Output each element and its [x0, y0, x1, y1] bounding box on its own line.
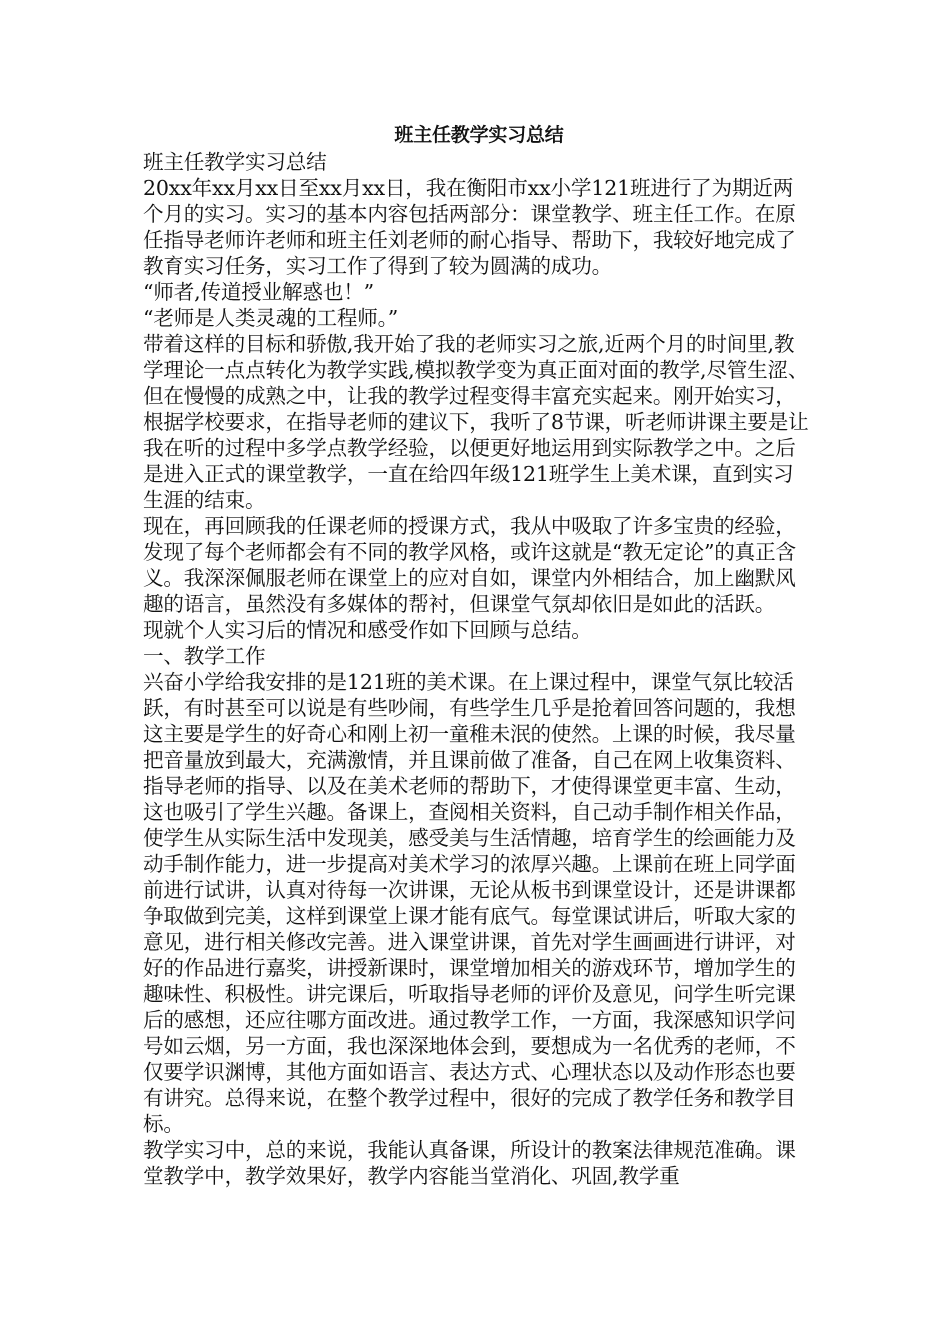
section-heading-teaching: 一、教学工作 [143, 644, 266, 668]
paragraph-quote-2: “老师是人类灵魂的工程师。” [143, 306, 399, 330]
paragraph-quote-1: “师者,传道授业解惑也！” [143, 280, 374, 304]
document-body [143, 122, 813, 1189]
paragraph-intro: 20xx年xx月xx日至xx月xx日，我在衡阳市xx小学121班进行了为期近两个月的实习。实习的基本内容包括两部分：课堂教学、班主任工作。在原任指导老师许老师和班主任刘老师的耐心指导、帮助下，我较好地完成了教育实习任务，实习工作了得到了较为圆满的成功。 [143, 176, 796, 278]
paragraph-teaching-work: 兴奋小学给我安排的是121班的美术课。在上课过程中，课堂气氛比较活跃，有时甚至可以说是有些吵闹，有些学生几乎是抢着回答问题的，我想这主要是学生的好奇心和刚上初一童稚未泯的使然。上课的时候，我尽量把音量放到最大，充满激情，并且课前做了准备，自己在网上收集资料、指导老师的指导、以及在美术老师的帮助下，才使得课堂更丰富、生动，这也吸引了学生兴趣。备课上，查阅相关资料，自己动手制作相关作品，使学生从实际生活中发现美，感受美与生活情趣，培育学生的绘画能力及动手制作能力，进一步提高对美术学习的浓厚兴趣。上课前在班上同学面前进行试讲，认真对待每一次讲课，无论从板书到课堂设计，还是讲课都争取做到完美，这样到课堂上课才能有底气。每堂课试讲后，听取大家的意见，进行相关修改完善。进入课堂讲课，首先对学生画画进行讲评，对好的作品进行嘉奖，讲授新课时，课堂增加相关的游戏环节，增加学生的趣味性、积极性。讲完课后，听取指导老师的评价及意见，问学生听完课后的感想，还应往哪方面改进。通过教学工作，一方面，我深感知识学问号如云烟，另一方面，我也深深地体会到，要想成为一名优秀的老师，不仅要学识渊博，其他方面如语言、表达方式、心理状态以及动作形态也要有讲究。总得来说，在整个教学过程中，很好的完成了教学任务和教学目标。 [143, 670, 796, 1136]
paragraph-teaching-practice: 教学实习中，总的来说，我能认真备课，所设计的教案法律规范准确。课堂教学中，教学效果好，教学内容能当堂消化、巩固,教学重 [143, 1138, 796, 1188]
paragraph-subtitle: 班主任教学实习总结 [143, 150, 327, 174]
paragraph-summary-lead: 现就个人实习后的情况和感受作如下回顾与总结。 [143, 618, 592, 642]
paragraph-journey: 带着这样的目标和骄傲,我开始了我的老师实习之旅,近两个月的时间里,教学理论一点点转化为教学实践,模拟教学变为真正面对面的教学,尽管生涩、但在慢慢的成熟之中，让我的教学过程变得丰富充实起来。刚开始实习，根据学校要求，在指导老师的建议下，我听了8节课，听老师讲课主要是让我在听的过程中多学点教学经验，以便更好地运用到实际教学之中。之后是进入正式的课堂教学，一直在给四年级121班学生上美术课，直到实习生涯的结束。 [143, 332, 809, 512]
paragraph-review: 现在，再回顾我的任课老师的授课方式，我从中吸取了许多宝贵的经验，发现了每个老师都会有不同的教学风格，或许这就是“教无定论”的真正含义。我深深佩服老师在课堂上的应对自如，课堂内外相结合，加上幽默风趣的语言，虽然没有多媒体的帮衬，但课堂气氛却依旧是如此的活跃。 [143, 514, 796, 616]
document-title: 班主任教学实习总结 [394, 124, 564, 146]
